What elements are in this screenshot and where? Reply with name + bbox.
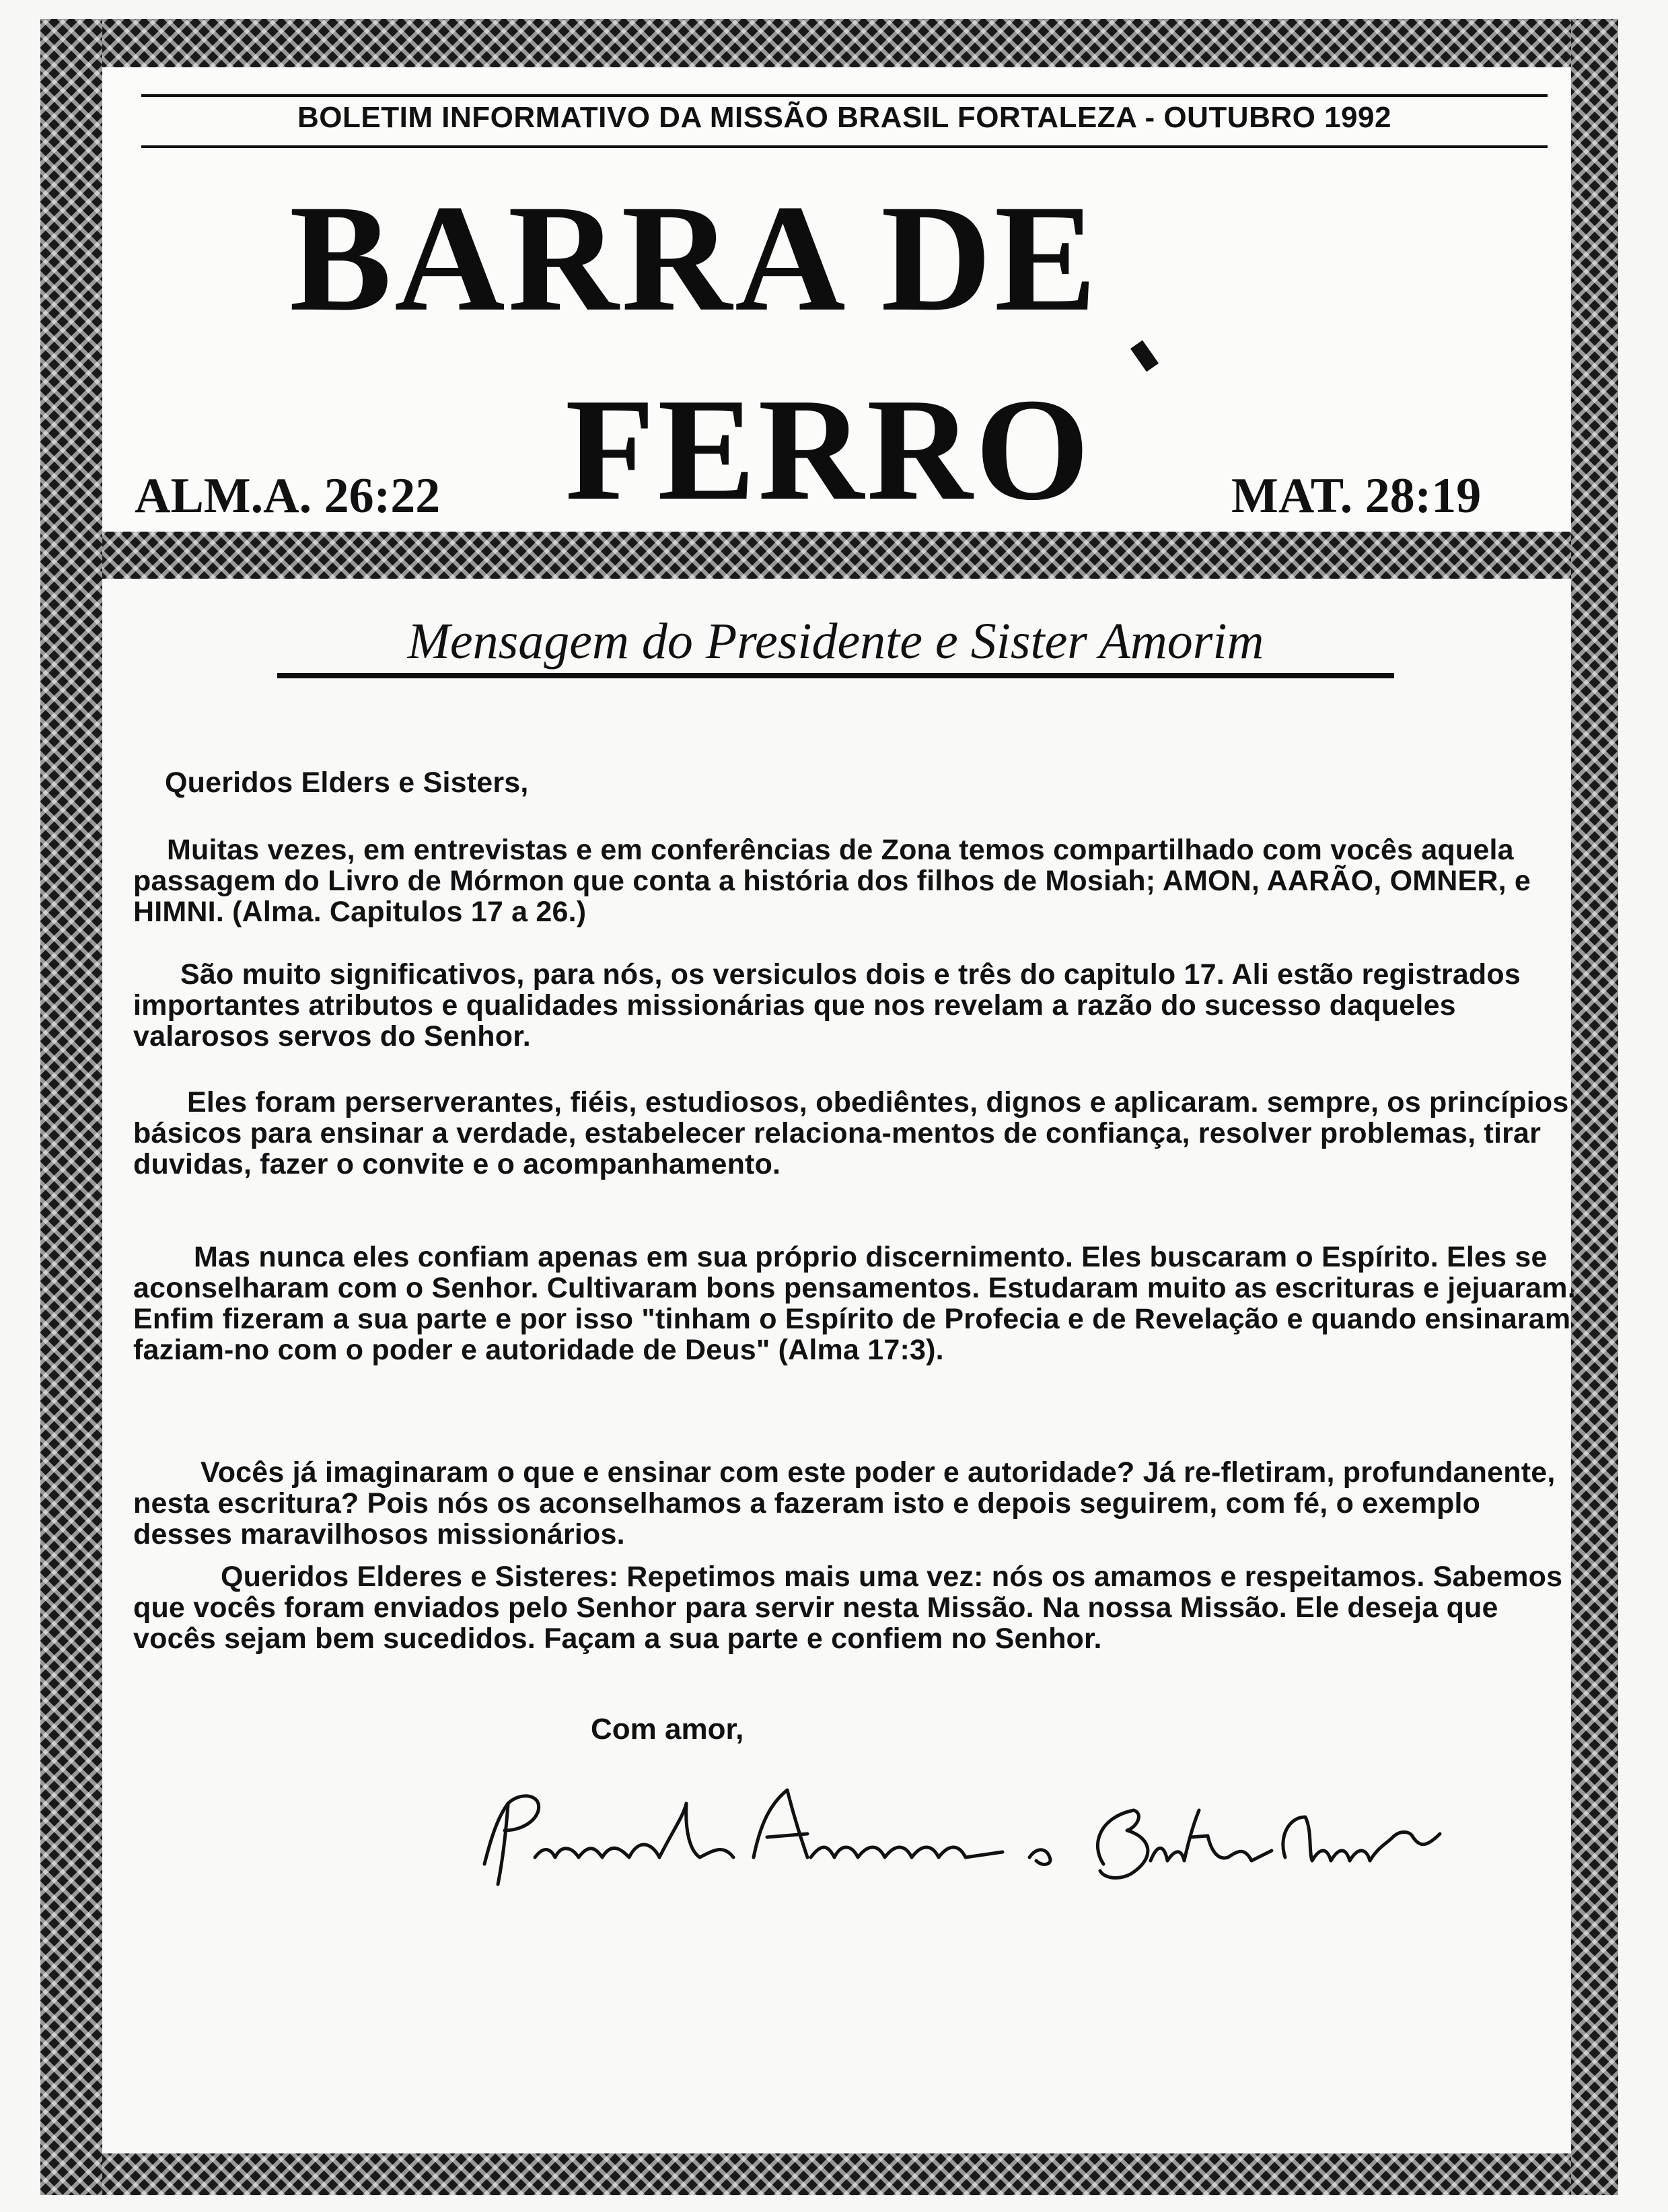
header-rule-top — [141, 94, 1548, 97]
salutation: Queridos Elders e Sisters, — [165, 766, 529, 799]
message-paragraph: São muito significativos, para nós, os versiculos dois e três do capitulo 17. Ali estão registrados importantes atributos e qualidades missionárias que nos revelam a razão do sucesso daqueles valarosos servos do Senhor. — [133, 958, 1521, 1053]
scripture-reference-right: MAT. 28:19 — [1231, 468, 1482, 524]
border-frame-top — [40, 19, 1618, 67]
header-rule-bottom — [141, 145, 1548, 148]
closing: Com amor, — [591, 1713, 744, 1746]
handwritten-signature — [471, 1763, 1453, 1918]
bulletin-line: BOLETIM INFORMATIVO DA MISSÃO BRASIL FORTALEZA - OUTUBRO 1992 — [297, 101, 1391, 134]
message-paragraph: Vocês já imaginaram o que e ensinar com este poder e autoridade? Já re-fletiram, profundanente, nesta escritura? Pois nós os aconselhamos a fazeram isto e depois seguirem, com fé, o exemplo desses maravilhosos missionários. — [133, 1456, 1556, 1550]
border-frame-left — [40, 19, 102, 2195]
scripture-reference-left: ALM.A. 26:22 — [135, 468, 441, 524]
message-title: Mensagem do Presidente e Sister Amorim — [407, 613, 1264, 670]
border-frame-bottom — [40, 2153, 1618, 2195]
message-paragraph: Muitas vezes, em entrevistas e em conferências de Zona temos compartilhado com vocês aquela passagem do Livro de Mórmon que conta a história dos filhos de Mosiah; AMON, AARÃO, OMNER, e HIMNI. (Alma. Capitulos 17 a 26.) — [133, 834, 1531, 928]
message-paragraph: Queridos Elderes e Sisteres: Repetimos mais uma vez: nós os amamos e respeitamos. Sabemos que vocês foram enviados pelo Senhor para servir nesta Missão. Na nossa Missão. Ele deseja que vocês sejam bem sucedidos. Façam a sua parte e confiem no Senhor. — [133, 1561, 1563, 1655]
message-paragraph: Mas nunca eles confiam apenas em sua próprio discernimento. Eles buscaram o Espírito. Eles se aconselharam com o Senhor. Cultivaram bons pensamentos. Estudaram muito as escrituras e jejuaram. Enfim fizeram a sua parte e por isso "tinham o Espírito de Profecia e de Revelação e quando ensinaram faziam-no com o poder e autoridade de Deus" (Alma 17:3). — [133, 1241, 1576, 1366]
title-underline — [277, 673, 1394, 678]
masthead-title-line2: FERRO — [565, 369, 1092, 531]
border-frame-right — [1571, 19, 1618, 2195]
border-frame-divider — [40, 532, 1618, 579]
message-paragraph: Eles foram perserverantes, fiéis, estudiosos, obediêntes, dignos e aplicaram. sempre, os princípios básicos para ensinar a verdade, estabelecer relaciona-mentos de confiança, resolver problemas, tirar duvidas, fazer o convite e o acompanhamento. — [133, 1086, 1569, 1180]
masthead-title-line1: BARRA DE — [289, 174, 1099, 343]
